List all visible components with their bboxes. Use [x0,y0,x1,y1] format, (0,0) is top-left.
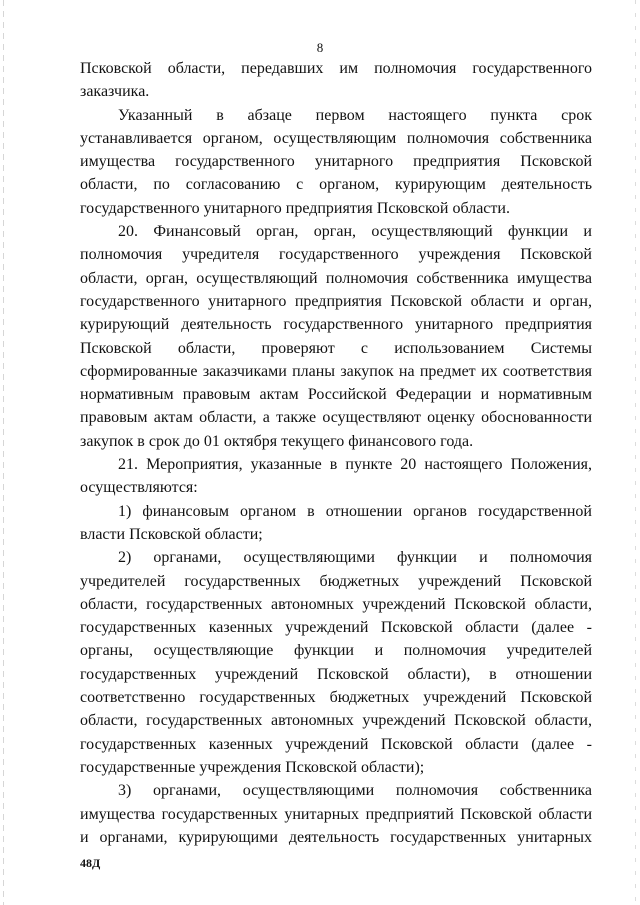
text-line: области, государственных автономных учреждений Псковской области, [80,712,592,730]
text-line: 1) финансовым органом в отношении органов государственной [118,502,592,520]
text-line: учредителей государственных бюджетных учреждений Псковской [80,572,592,590]
text-line: имущества государственного унитарного предприятия Псковской [80,153,592,171]
text-line: осуществляются: [80,479,198,497]
text-line: государственных казенных учреждений Псковской области (далее - [80,735,592,753]
document-body [80,57,592,849]
paragraph-continuation [80,57,592,104]
text-line: устанавливается органом, осуществляющим полномочия собственника [80,129,592,147]
text-line: имущества государственных унитарных предприятий Псковской области [80,805,592,823]
paragraph-item-21 [80,453,592,500]
text-line: органы, осуществляющие функции и полномочия учредителей [80,642,592,660]
paragraph-subitem-2 [80,546,592,779]
text-line: области, государственных автономных учреждений Псковской области, [80,595,592,613]
paragraph-item-20 [80,220,592,453]
scan-edge-left [3,0,4,905]
paragraph-subitem-1 [80,500,592,547]
scan-edge-right [635,0,636,905]
text-line: 21. Мероприятия, указанные в пункте 20 настоящего Положения, [118,456,592,474]
paragraph-subitem-3 [80,779,592,849]
text-line: области, по согласованию с органом, курирующим деятельность [80,176,592,194]
text-line: государственного унитарного предприятия Псковской области и орган, [80,292,592,310]
text-line: соответственно государственных бюджетных учреждений Псковской [80,689,592,707]
text-line: полномочия учредителя государственного учреждения Псковской [80,246,592,264]
text-line: 2) органами, осуществляющими функции и полномочия [118,549,592,567]
text-line: области, орган, осуществляющий полномочия собственника имущества [80,269,592,287]
text-line: заказчика. [80,83,150,101]
text-line: курирующий деятельность государственного унитарного предприятия [80,316,592,334]
text-line: Псковской области, проверяют с использованием Системы [80,339,592,357]
text-line: Псковской области, передавших им полномочия государственного [80,60,592,77]
text-line: государственные учреждения Псковской области); [80,758,425,776]
text-line: нормативным правовым актам Российской Федерации и нормативным [80,386,592,404]
text-line: Указанный в абзаце первом настоящего пункта срок [118,106,592,124]
text-line: 20. Финансовый орган, орган, осуществляющий функции и [118,223,592,241]
page-number: 8 [316,40,324,55]
text-line: государственных казенных учреждений Псковской области (далее - [80,619,592,637]
text-line: 3) органами, осуществляющими полномочия собственника [118,782,592,800]
text-line: и органами, курирующими деятельность государственных унитарных [80,828,592,846]
text-line: правовым актам области, а также осуществляют оценку обоснованности [80,409,592,427]
text-line: государственного унитарного предприятия Псковской области. [80,199,510,217]
text-line: власти Псковской области; [80,525,263,543]
text-line: закупок в срок до 01 октября текущего финансового года. [80,432,474,450]
text-line: государственных учреждений Псковской области), в отношении [80,665,592,683]
text-line: сформированные заказчиками планы закупок на предмет их соответствия [80,362,592,380]
footer-document-code: 48Д [80,856,101,870]
paragraph-term [80,104,592,220]
